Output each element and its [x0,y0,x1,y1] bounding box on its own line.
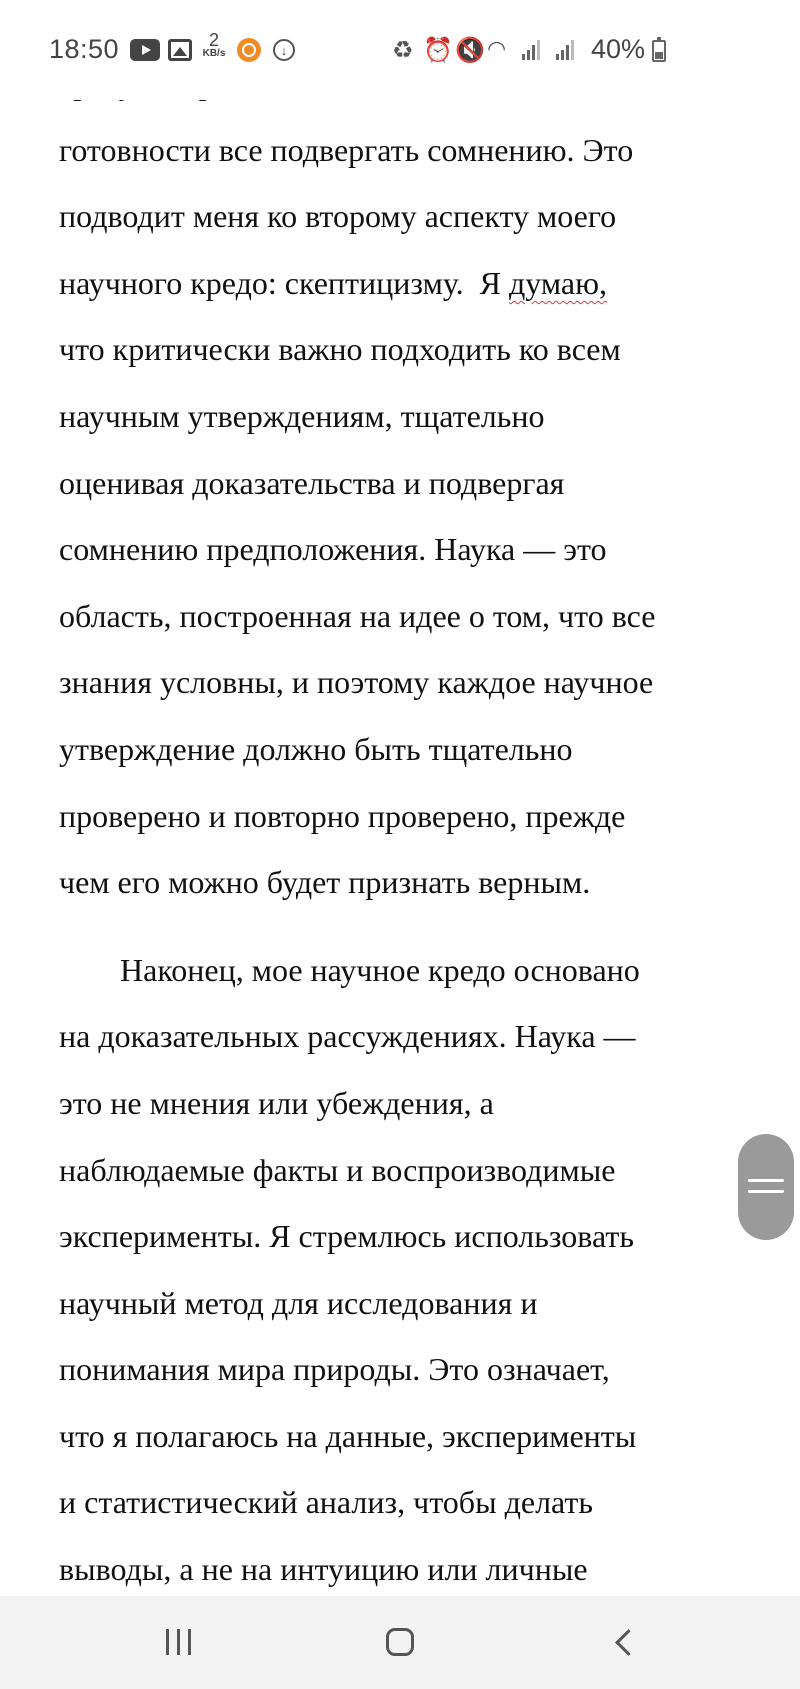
text-line: оценивая доказательства и подвергая [59,464,565,501]
text-line: эксперименты. Я стремлюсь использовать [59,1218,634,1255]
home-button[interactable] [372,1616,428,1668]
home-icon [386,1628,414,1656]
text-line: проверено и повторно проверено, прежде [59,797,626,834]
text-line: это не мнения или убеждения, а [59,1084,494,1121]
text-line: область, построенная на идее о том, что все [59,597,656,634]
signal-icon [522,38,544,60]
back-chevron-icon [615,1629,642,1656]
text-line: понимания мира природы. Это означает, [59,1351,610,1388]
navigation-bar [0,1596,800,1689]
paragraph [59,937,759,1603]
text-line: чем его можно будет признать верным. [59,864,591,901]
battery-percent: 40% [591,34,646,64]
battery-saver-icon: ♻ [392,37,414,64]
download-icon: ↓ [273,39,295,61]
grip-line-icon [748,1190,784,1193]
network-speed-indicator [199,32,229,58]
text-line: научный метод для исследования и [59,1284,538,1321]
scroll-handle[interactable] [738,1134,794,1240]
youtube-icon [130,39,160,61]
back-button[interactable] [596,1616,652,1668]
status-bar [0,0,800,100]
mute-icon: 🔇 [455,37,485,64]
text-line: на доказательных рассуждениях. Наука — [59,1018,636,1055]
orange-app-icon [237,38,261,62]
text-line: утверждение должно быть тщательно [59,730,573,767]
signal-icon [556,38,578,60]
text-line: научного кредо: скептицизму. Я [59,264,509,301]
text-line: что я полагаюсь на данные, эксперименты [59,1417,637,1454]
text-line: сомнению предположения. Наука — это [59,531,607,568]
text-line: и статистический анализ, чтобы делать [59,1484,593,1521]
grip-line-icon [748,1179,784,1182]
status-time: 18:50 [49,34,120,64]
alarm-icon: ⏰ [423,37,453,64]
text-line: подводит меня ко второму аспекту моего [59,198,617,235]
battery-icon [652,40,666,62]
recent-apps-icon [166,1629,169,1655]
text-line: выводы, а не на интуицию или личные [59,1551,588,1588]
network-speed-value: 2 [208,30,219,50]
gallery-icon [168,39,192,61]
text-line: наблюдаемые факты и воспроизводимые [59,1151,616,1188]
wifi-icon: ◠ [487,36,507,61]
text-line: готовности все подвергать сомнению. Это [59,131,634,168]
text-line: что критически важно подходить ко всем [59,331,621,368]
recent-apps-button[interactable] [150,1616,206,1668]
network-speed-unit: KB/s [202,48,226,59]
text-line: научным утверждениям, тщательно [59,397,545,434]
paragraph [59,50,759,916]
misspelled-word[interactable]: думаю, [508,264,607,301]
text-line: знания условны, и поэтому каждое научное [59,664,654,701]
text-line: Наконец, мое научное кредо основано [120,951,640,988]
document-body[interactable] [59,50,759,1603]
